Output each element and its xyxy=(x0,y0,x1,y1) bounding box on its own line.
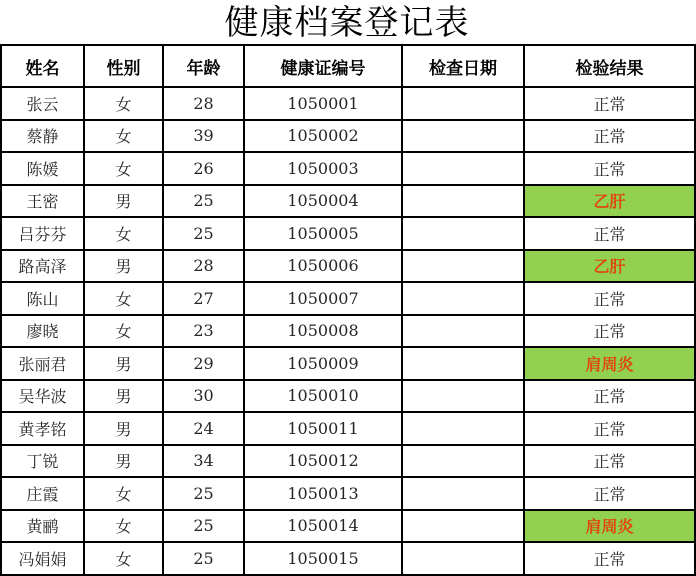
cell-age: 28 xyxy=(163,250,244,283)
cell-age: 25 xyxy=(163,542,244,575)
cell-result: 正常 xyxy=(524,152,695,185)
cell-result: 正常 xyxy=(524,445,695,478)
cell-result: 正常 xyxy=(524,412,695,445)
cell-age: 25 xyxy=(163,477,244,510)
cell-name: 庄霞 xyxy=(1,477,84,510)
cell-check-date xyxy=(402,217,524,250)
cell-check-date xyxy=(402,477,524,510)
cell-age: 34 xyxy=(163,445,244,478)
cell-result: 正常 xyxy=(524,315,695,348)
cell-name: 陈山 xyxy=(1,282,84,315)
cell-gender: 女 xyxy=(84,477,163,510)
cell-gender: 男 xyxy=(84,380,163,413)
table-row xyxy=(1,152,695,185)
cell-gender: 女 xyxy=(84,282,163,315)
cell-cert-no: 1050014 xyxy=(244,510,402,543)
cell-cert-no: 1050011 xyxy=(244,412,402,445)
table-row xyxy=(1,347,695,380)
cell-gender: 女 xyxy=(84,120,163,153)
cell-cert-no: 1050005 xyxy=(244,217,402,250)
table-row xyxy=(1,412,695,445)
cell-cert-no: 1050006 xyxy=(244,250,402,283)
cell-check-date xyxy=(402,347,524,380)
cell-cert-no: 1050010 xyxy=(244,380,402,413)
cell-age: 26 xyxy=(163,152,244,185)
cell-cert-no: 1050009 xyxy=(244,347,402,380)
cell-cert-no: 1050008 xyxy=(244,315,402,348)
cell-result: 正常 xyxy=(524,282,695,315)
cell-check-date xyxy=(402,152,524,185)
cell-check-date xyxy=(402,445,524,478)
cell-name: 陈媛 xyxy=(1,152,84,185)
cell-gender: 女 xyxy=(84,542,163,575)
cell-name: 蔡静 xyxy=(1,120,84,153)
table-row xyxy=(1,477,695,510)
cell-age: 27 xyxy=(163,282,244,315)
cell-cert-no: 1050007 xyxy=(244,282,402,315)
header-gender: 性别 xyxy=(84,45,163,87)
cell-result: 肩周炎 xyxy=(524,347,695,380)
cell-cert-no: 1050003 xyxy=(244,152,402,185)
table-row xyxy=(1,380,695,413)
cell-name: 王密 xyxy=(1,185,84,218)
cell-cert-no: 1050015 xyxy=(244,542,402,575)
cell-cert-no: 1050002 xyxy=(244,120,402,153)
cell-name: 张丽君 xyxy=(1,347,84,380)
page-title: 健康档案登记表 xyxy=(224,3,470,43)
cell-cert-no: 1050013 xyxy=(244,477,402,510)
cell-name: 黄鹂 xyxy=(1,510,84,543)
cell-check-date xyxy=(402,87,524,120)
cell-check-date xyxy=(402,380,524,413)
cell-name: 张云 xyxy=(1,87,84,120)
cell-check-date xyxy=(402,282,524,315)
table-row xyxy=(1,120,695,153)
cell-age: 25 xyxy=(163,217,244,250)
cell-cert-no: 1050001 xyxy=(244,87,402,120)
cell-name: 黄孝铭 xyxy=(1,412,84,445)
cell-age: 25 xyxy=(163,185,244,218)
cell-gender: 男 xyxy=(84,347,163,380)
cell-result: 正常 xyxy=(524,217,695,250)
table-body xyxy=(1,87,695,575)
table-row xyxy=(1,510,695,543)
cell-check-date xyxy=(402,185,524,218)
cell-age: 30 xyxy=(163,380,244,413)
cell-result: 正常 xyxy=(524,542,695,575)
cell-name: 丁锐 xyxy=(1,445,84,478)
cell-age: 28 xyxy=(163,87,244,120)
cell-check-date xyxy=(402,510,524,543)
cell-result: 正常 xyxy=(524,380,695,413)
cell-gender: 男 xyxy=(84,412,163,445)
table-row xyxy=(1,217,695,250)
health-records-table xyxy=(0,44,696,576)
cell-name: 廖晓 xyxy=(1,315,84,348)
cell-result: 正常 xyxy=(524,477,695,510)
cell-name: 冯娟娟 xyxy=(1,542,84,575)
cell-gender: 女 xyxy=(84,315,163,348)
table-row xyxy=(1,315,695,348)
table-row xyxy=(1,185,695,218)
cell-gender: 女 xyxy=(84,152,163,185)
cell-gender: 男 xyxy=(84,250,163,283)
cell-age: 39 xyxy=(163,120,244,153)
cell-gender: 女 xyxy=(84,510,163,543)
cell-age: 23 xyxy=(163,315,244,348)
cell-check-date xyxy=(402,250,524,283)
cell-cert-no: 1050012 xyxy=(244,445,402,478)
cell-check-date xyxy=(402,120,524,153)
cell-check-date xyxy=(402,315,524,348)
cell-cert-no: 1050004 xyxy=(244,185,402,218)
cell-age: 25 xyxy=(163,510,244,543)
cell-gender: 女 xyxy=(84,217,163,250)
header-cert-no: 健康证编号 xyxy=(244,45,402,87)
table-header-row xyxy=(1,45,695,87)
header-check-date: 检查日期 xyxy=(402,45,524,87)
cell-check-date xyxy=(402,542,524,575)
cell-result: 正常 xyxy=(524,87,695,120)
table-row xyxy=(1,250,695,283)
header-name: 姓名 xyxy=(1,45,84,87)
cell-gender: 女 xyxy=(84,87,163,120)
cell-name: 吕芬芬 xyxy=(1,217,84,250)
cell-result: 乙肝 xyxy=(524,250,695,283)
cell-age: 29 xyxy=(163,347,244,380)
cell-result: 正常 xyxy=(524,120,695,153)
cell-name: 路高泽 xyxy=(1,250,84,283)
cell-check-date xyxy=(402,412,524,445)
table-row xyxy=(1,542,695,575)
cell-gender: 男 xyxy=(84,445,163,478)
table-row xyxy=(1,445,695,478)
header-result: 检验结果 xyxy=(524,45,695,87)
cell-gender: 男 xyxy=(84,185,163,218)
cell-result: 乙肝 xyxy=(524,185,695,218)
header-age: 年龄 xyxy=(163,45,244,87)
table-row xyxy=(1,87,695,120)
cell-result: 肩周炎 xyxy=(524,510,695,543)
cell-age: 24 xyxy=(163,412,244,445)
cell-name: 吴华波 xyxy=(1,380,84,413)
table-row xyxy=(1,282,695,315)
